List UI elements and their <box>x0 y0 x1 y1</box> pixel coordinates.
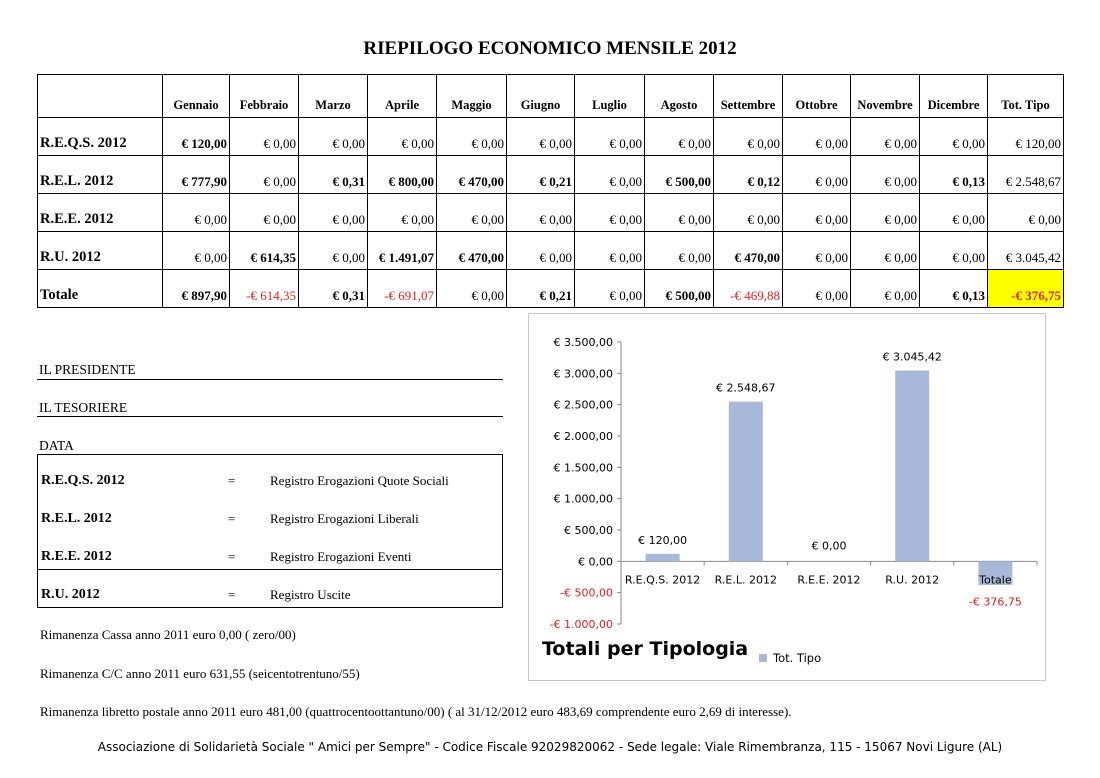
bar <box>729 402 763 562</box>
column-header: Luglio <box>575 75 645 118</box>
table-cell: € 0,00 <box>783 270 851 308</box>
table-cell: € 3.045,42 <box>988 232 1064 270</box>
table-cell: € 0,00 <box>230 194 299 232</box>
footer: Associazione di Solidarietà Sociale " Amici per Sempre" - Codice Fiscale 92029820062 - Sede legale: Viale Rimembranza, 115 - 15067 Novi Ligure (AL) <box>97 740 1003 754</box>
table-cell: € 120,00 <box>163 118 230 156</box>
y-tick-label: -€ 1.000,00 <box>549 618 613 631</box>
column-header: Aprile <box>368 75 437 118</box>
row-label: R.E.E. 2012 <box>38 194 163 232</box>
date-label: DATA <box>39 438 74 453</box>
table-cell: € 0,00 <box>714 194 783 232</box>
table-cell: € 0,00 <box>920 232 988 270</box>
table-cell: € 0,00 <box>714 118 783 156</box>
treasurer-signature-line <box>37 416 503 417</box>
legend-description: Registro Erogazioni Quote Sociali <box>270 473 449 488</box>
table-cell: € 470,00 <box>714 232 783 270</box>
data-label: -€ 376,75 <box>968 595 1022 609</box>
chart-legend-label: Tot. Tipo <box>773 651 822 665</box>
legend-code: R.E.E. 2012 <box>41 549 112 564</box>
table-cell: € 0,00 <box>783 156 851 194</box>
table-cell: € 1.491,07 <box>368 232 437 270</box>
chart-canvas <box>529 314 1045 680</box>
bar <box>646 554 680 562</box>
table-cell: € 500,00 <box>645 156 714 194</box>
legend-description: Registro Erogazioni Liberali <box>270 511 419 526</box>
legend-swatch <box>759 654 767 662</box>
table-cell: € 0,00 <box>645 118 714 156</box>
table-cell: € 0,00 <box>988 194 1064 232</box>
legend-row <box>38 493 502 531</box>
column-header: Dicembre <box>920 75 988 118</box>
table-cell: € 2.548,67 <box>988 156 1064 194</box>
table-cell: € 0,00 <box>575 118 645 156</box>
table-cell: € 0,00 <box>920 194 988 232</box>
table-cell: € 0,00 <box>230 156 299 194</box>
chart-legend <box>759 651 821 665</box>
category-label: R.E.E. 2012 <box>797 573 861 587</box>
table-cell: -€ 469,88 <box>714 270 783 308</box>
row-label: Totale <box>38 270 163 308</box>
legend-row <box>38 531 502 569</box>
header-corner <box>38 75 163 118</box>
row-label: R.U. 2012 <box>38 232 163 270</box>
table-cell: € 0,00 <box>851 194 920 232</box>
table-cell: € 0,00 <box>163 194 230 232</box>
table-cell: € 800,00 <box>368 156 437 194</box>
data-label: € 0,00 <box>811 539 847 553</box>
table-cell: € 0,00 <box>645 194 714 232</box>
table-row <box>38 232 1064 270</box>
legend-equals: = <box>228 549 236 564</box>
category-label: R.U. 2012 <box>885 573 940 587</box>
column-header: Maggio <box>437 75 507 118</box>
y-tick-label: € 0,00 <box>578 555 613 569</box>
table-cell: € 0,21 <box>507 270 575 308</box>
table-cell: € 0,00 <box>368 118 437 156</box>
category-label: Totale <box>979 573 1012 587</box>
table-cell: € 0,00 <box>437 118 507 156</box>
table-cell: € 0,00 <box>507 232 575 270</box>
table-cell: € 0,00 <box>299 118 368 156</box>
legend-code: R.E.Q.S. 2012 <box>41 473 125 488</box>
column-header: Febbraio <box>230 75 299 118</box>
chart-title: Totali per Tipologia <box>542 638 749 660</box>
legend-equals: = <box>228 587 236 602</box>
note-cash: Rimanenza Cassa anno 2011 euro 0,00 ( zero/00) <box>40 627 296 642</box>
column-header: Settembre <box>714 75 783 118</box>
legend-code: R.E.L. 2012 <box>41 511 112 526</box>
table-cell: € 470,00 <box>437 232 507 270</box>
table-cell: € 0,12 <box>714 156 783 194</box>
legend-row <box>38 455 502 493</box>
table-cell: € 0,00 <box>575 270 645 308</box>
y-tick-label: € 3.500,00 <box>553 336 613 349</box>
table-cell: € 0,00 <box>163 232 230 270</box>
treasurer-label: IL TESORIERE <box>39 400 128 415</box>
table-cell: € 0,00 <box>920 118 988 156</box>
y-tick-label: € 2.000,00 <box>553 430 613 443</box>
table-cell: € 0,00 <box>299 232 368 270</box>
legend-description: Registro Erogazioni Eventi <box>270 549 412 564</box>
y-tick-label: € 3.000,00 <box>553 367 613 381</box>
table-cell: € 0,00 <box>368 194 437 232</box>
table-header-row <box>38 75 1064 118</box>
table-cell: € 0,00 <box>437 194 507 232</box>
table-cell: -€ 614,35 <box>230 270 299 308</box>
table-cell: € 0,00 <box>783 232 851 270</box>
category-label: R.E.L. 2012 <box>714 573 777 587</box>
column-header: Marzo <box>299 75 368 118</box>
column-header: Gennaio <box>163 75 230 118</box>
table-cell: € 0,00 <box>851 118 920 156</box>
data-label: € 3.045,42 <box>882 350 942 364</box>
y-tick-label: € 500,00 <box>564 524 613 537</box>
table-cell: € 897,90 <box>163 270 230 308</box>
table-cell: € 0,00 <box>851 156 920 194</box>
table-cell: € 777,90 <box>163 156 230 194</box>
category-label: R.E.Q.S. 2012 <box>624 573 701 587</box>
table-cell: € 0,00 <box>851 270 920 308</box>
table-row <box>38 118 1064 156</box>
table-cell: € 0,31 <box>299 156 368 194</box>
table-cell: € 0,31 <box>299 270 368 308</box>
table-cell: € 0,00 <box>851 232 920 270</box>
table-row <box>38 194 1064 232</box>
legend-equals: = <box>228 511 236 526</box>
column-header: Ottobre <box>783 75 851 118</box>
bar <box>895 370 929 561</box>
table-cell: € 0,00 <box>507 194 575 232</box>
data-label: € 2.548,67 <box>716 381 776 395</box>
legend-row <box>38 569 502 607</box>
row-label: R.E.L. 2012 <box>38 156 163 194</box>
data-label: € 120,00 <box>638 533 688 547</box>
table-cell: € 0,00 <box>645 232 714 270</box>
table-cell: € 470,00 <box>437 156 507 194</box>
y-tick-label: € 2.500,00 <box>553 398 613 412</box>
table-cell: € 0,00 <box>299 194 368 232</box>
table-cell: € 0,00 <box>783 118 851 156</box>
president-signature-line <box>37 379 503 380</box>
legend-code: R.U. 2012 <box>41 587 100 602</box>
table-cell: € 0,00 <box>437 270 507 308</box>
legend-description: Registro Uscite <box>270 587 351 602</box>
table-cell: € 0,00 <box>230 118 299 156</box>
president-label: IL PRESIDENTE <box>39 362 136 377</box>
y-tick-label: -€ 500,00 <box>560 586 613 600</box>
y-tick-label: € 1.500,00 <box>553 461 613 475</box>
row-label: R.E.Q.S. 2012 <box>38 118 163 156</box>
table-cell: € 0,13 <box>920 270 988 308</box>
table-row <box>38 156 1064 194</box>
table-row <box>38 270 1064 308</box>
column-header: Novembre <box>851 75 920 118</box>
totals-chart <box>528 313 1046 681</box>
legend-equals: = <box>228 473 236 488</box>
abbreviation-legend <box>37 454 503 608</box>
page-title: RIEPILOGO ECONOMICO MENSILE 2012 <box>363 38 737 59</box>
table-cell: -€ 376,75 <box>988 270 1064 308</box>
table-cell: € 0,00 <box>507 118 575 156</box>
table-cell: -€ 691,07 <box>368 270 437 308</box>
column-header: Tot. Tipo <box>988 75 1064 118</box>
y-tick-label: € 1.000,00 <box>553 492 613 506</box>
table-cell: € 0,00 <box>575 194 645 232</box>
table-cell: € 120,00 <box>988 118 1064 156</box>
table-cell: € 0,00 <box>783 194 851 232</box>
table-cell: € 614,35 <box>230 232 299 270</box>
column-header: Giugno <box>507 75 575 118</box>
table-cell: € 500,00 <box>645 270 714 308</box>
table-cell: € 0,00 <box>575 156 645 194</box>
note-bank-account: Rimanenza C/C anno 2011 euro 631,55 (seicentotrentuno/55) <box>40 666 360 681</box>
table-cell: € 0,00 <box>575 232 645 270</box>
summary-table <box>37 74 1064 308</box>
table-cell: € 0,13 <box>920 156 988 194</box>
column-header: Agosto <box>645 75 714 118</box>
table-cell: € 0,21 <box>507 156 575 194</box>
note-postal-booklet: Rimanenza libretto postale anno 2011 euro 481,00 (quattrocentoottantuno/00) ( al 31/12/2012 euro 483,69 comprendente euro 2,69 di interesse). <box>40 704 792 719</box>
